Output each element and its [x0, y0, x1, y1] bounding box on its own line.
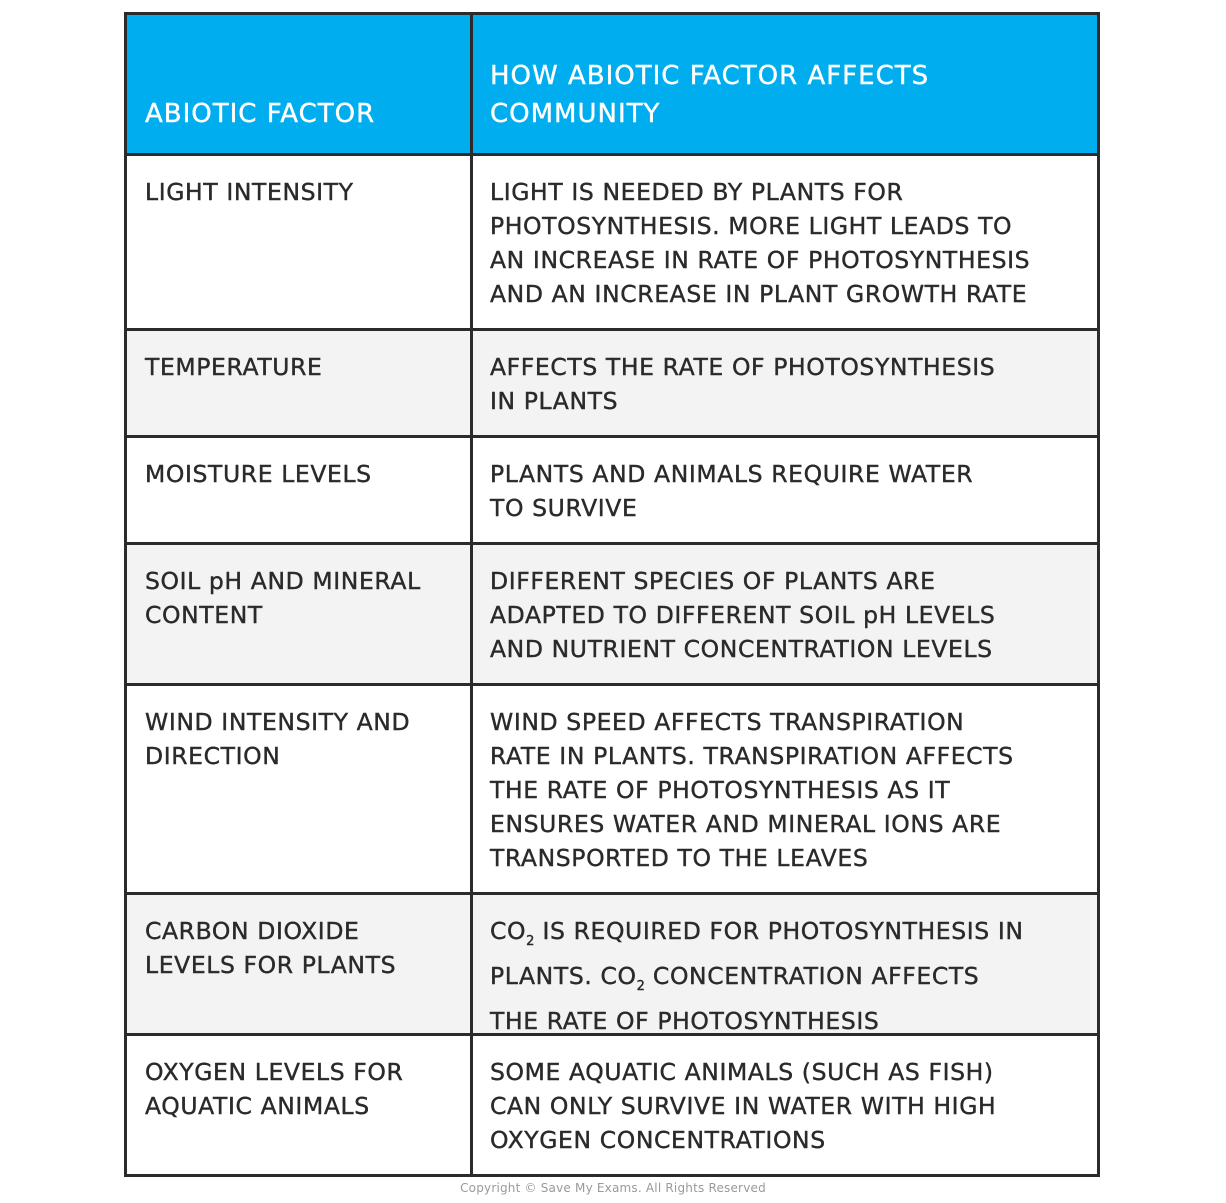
effect-cell	[473, 331, 1097, 438]
effect-cell	[473, 1036, 1097, 1174]
effect-line: AND AN INCREASE IN PLANT GROWTH RATE	[490, 280, 1028, 308]
abiotic-factors-table	[124, 12, 1100, 1177]
effect-cell	[473, 545, 1097, 686]
effect-line: TO SURVIVE	[490, 494, 638, 522]
effect-line: WIND SPEED AFFECTS TRANSPIRATION	[490, 708, 965, 736]
factor-line: MOISTURE LEVELS	[145, 460, 372, 488]
effect-text: CO	[490, 917, 527, 945]
effect-line: CAN ONLY SURVIVE IN WATER WITH HIGH	[490, 1092, 997, 1120]
factor-line: TEMPERATURE	[145, 353, 323, 381]
effect-line: THE RATE OF PHOTOSYNTHESIS AS IT	[490, 776, 951, 804]
effect-cell	[473, 156, 1097, 331]
factor-line: OXYGEN LEVELS FOR	[145, 1058, 404, 1086]
factor-cell	[127, 545, 473, 686]
effect-line: LIGHT IS NEEDED BY PLANTS FOR	[490, 178, 904, 206]
effect-line: AN INCREASE IN RATE OF PHOTOSYNTHESIS	[490, 246, 1031, 274]
header-abiotic-factor	[127, 15, 473, 156]
effect-line	[490, 959, 1089, 1004]
factor-line: CONTENT	[145, 601, 263, 629]
effect-text: IS REQUIRED FOR PHOTOSYNTHESIS IN	[534, 917, 1024, 945]
effect-text: THE RATE OF PHOTOSYNTHESIS	[490, 1007, 880, 1035]
subscript: 2	[526, 934, 535, 949]
factor-cell	[127, 1036, 473, 1174]
effect-line: ADAPTED TO DIFFERENT SOIL pH LEVELS	[490, 601, 996, 629]
effect-line: AFFECTS THE RATE OF PHOTOSYNTHESIS	[490, 353, 996, 381]
factor-line: WIND INTENSITY AND	[145, 708, 411, 736]
header-effect	[473, 15, 1097, 156]
factor-line: LEVELS FOR PLANTS	[145, 951, 397, 979]
factor-line: AQUATIC ANIMALS	[145, 1092, 370, 1120]
effect-cell	[473, 686, 1097, 895]
effect-line	[490, 1004, 1089, 1036]
header-label-factor: ABIOTIC FACTOR	[145, 99, 376, 129]
subscript: 2	[636, 979, 645, 994]
effect-line: PHOTOSYNTHESIS. MORE LIGHT LEADS TO	[490, 212, 1013, 240]
factor-line: SOIL pH AND MINERAL	[145, 567, 421, 595]
factor-cell	[127, 438, 473, 545]
factor-cell	[127, 686, 473, 895]
copyright-footer: Copyright © Save My Exams. All Rights Reserved	[460, 1181, 766, 1195]
effect-line: PLANTS AND ANIMALS REQUIRE WATER	[490, 460, 974, 488]
effect-line: IN PLANTS	[490, 387, 619, 415]
factor-cell	[127, 895, 473, 1036]
factor-line: LIGHT INTENSITY	[145, 178, 354, 206]
effect-text: CONCENTRATION AFFECTS	[644, 962, 980, 990]
factor-cell	[127, 331, 473, 438]
effect-cell	[473, 438, 1097, 545]
factor-line: DIRECTION	[145, 742, 281, 770]
effect-line: TRANSPORTED TO THE LEAVES	[490, 844, 869, 872]
header-label-effect: HOW ABIOTIC FACTOR AFFECTS COMMUNITY	[490, 61, 930, 129]
effect-line: RATE IN PLANTS. TRANSPIRATION AFFECTS	[490, 742, 1014, 770]
factor-line: CARBON DIOXIDE	[145, 917, 360, 945]
factor-cell	[127, 156, 473, 331]
effect-line: ENSURES WATER AND MINERAL IONS ARE	[490, 810, 1002, 838]
effect-line	[490, 914, 1089, 959]
effect-cell	[473, 895, 1097, 1036]
effect-line: OXYGEN CONCENTRATIONS	[490, 1126, 826, 1154]
effect-line: AND NUTRIENT CONCENTRATION LEVELS	[490, 635, 993, 663]
effect-line: SOME AQUATIC ANIMALS (SUCH AS FISH)	[490, 1058, 994, 1086]
effect-text: PLANTS. CO	[490, 962, 637, 990]
effect-line: DIFFERENT SPECIES OF PLANTS ARE	[490, 567, 936, 595]
